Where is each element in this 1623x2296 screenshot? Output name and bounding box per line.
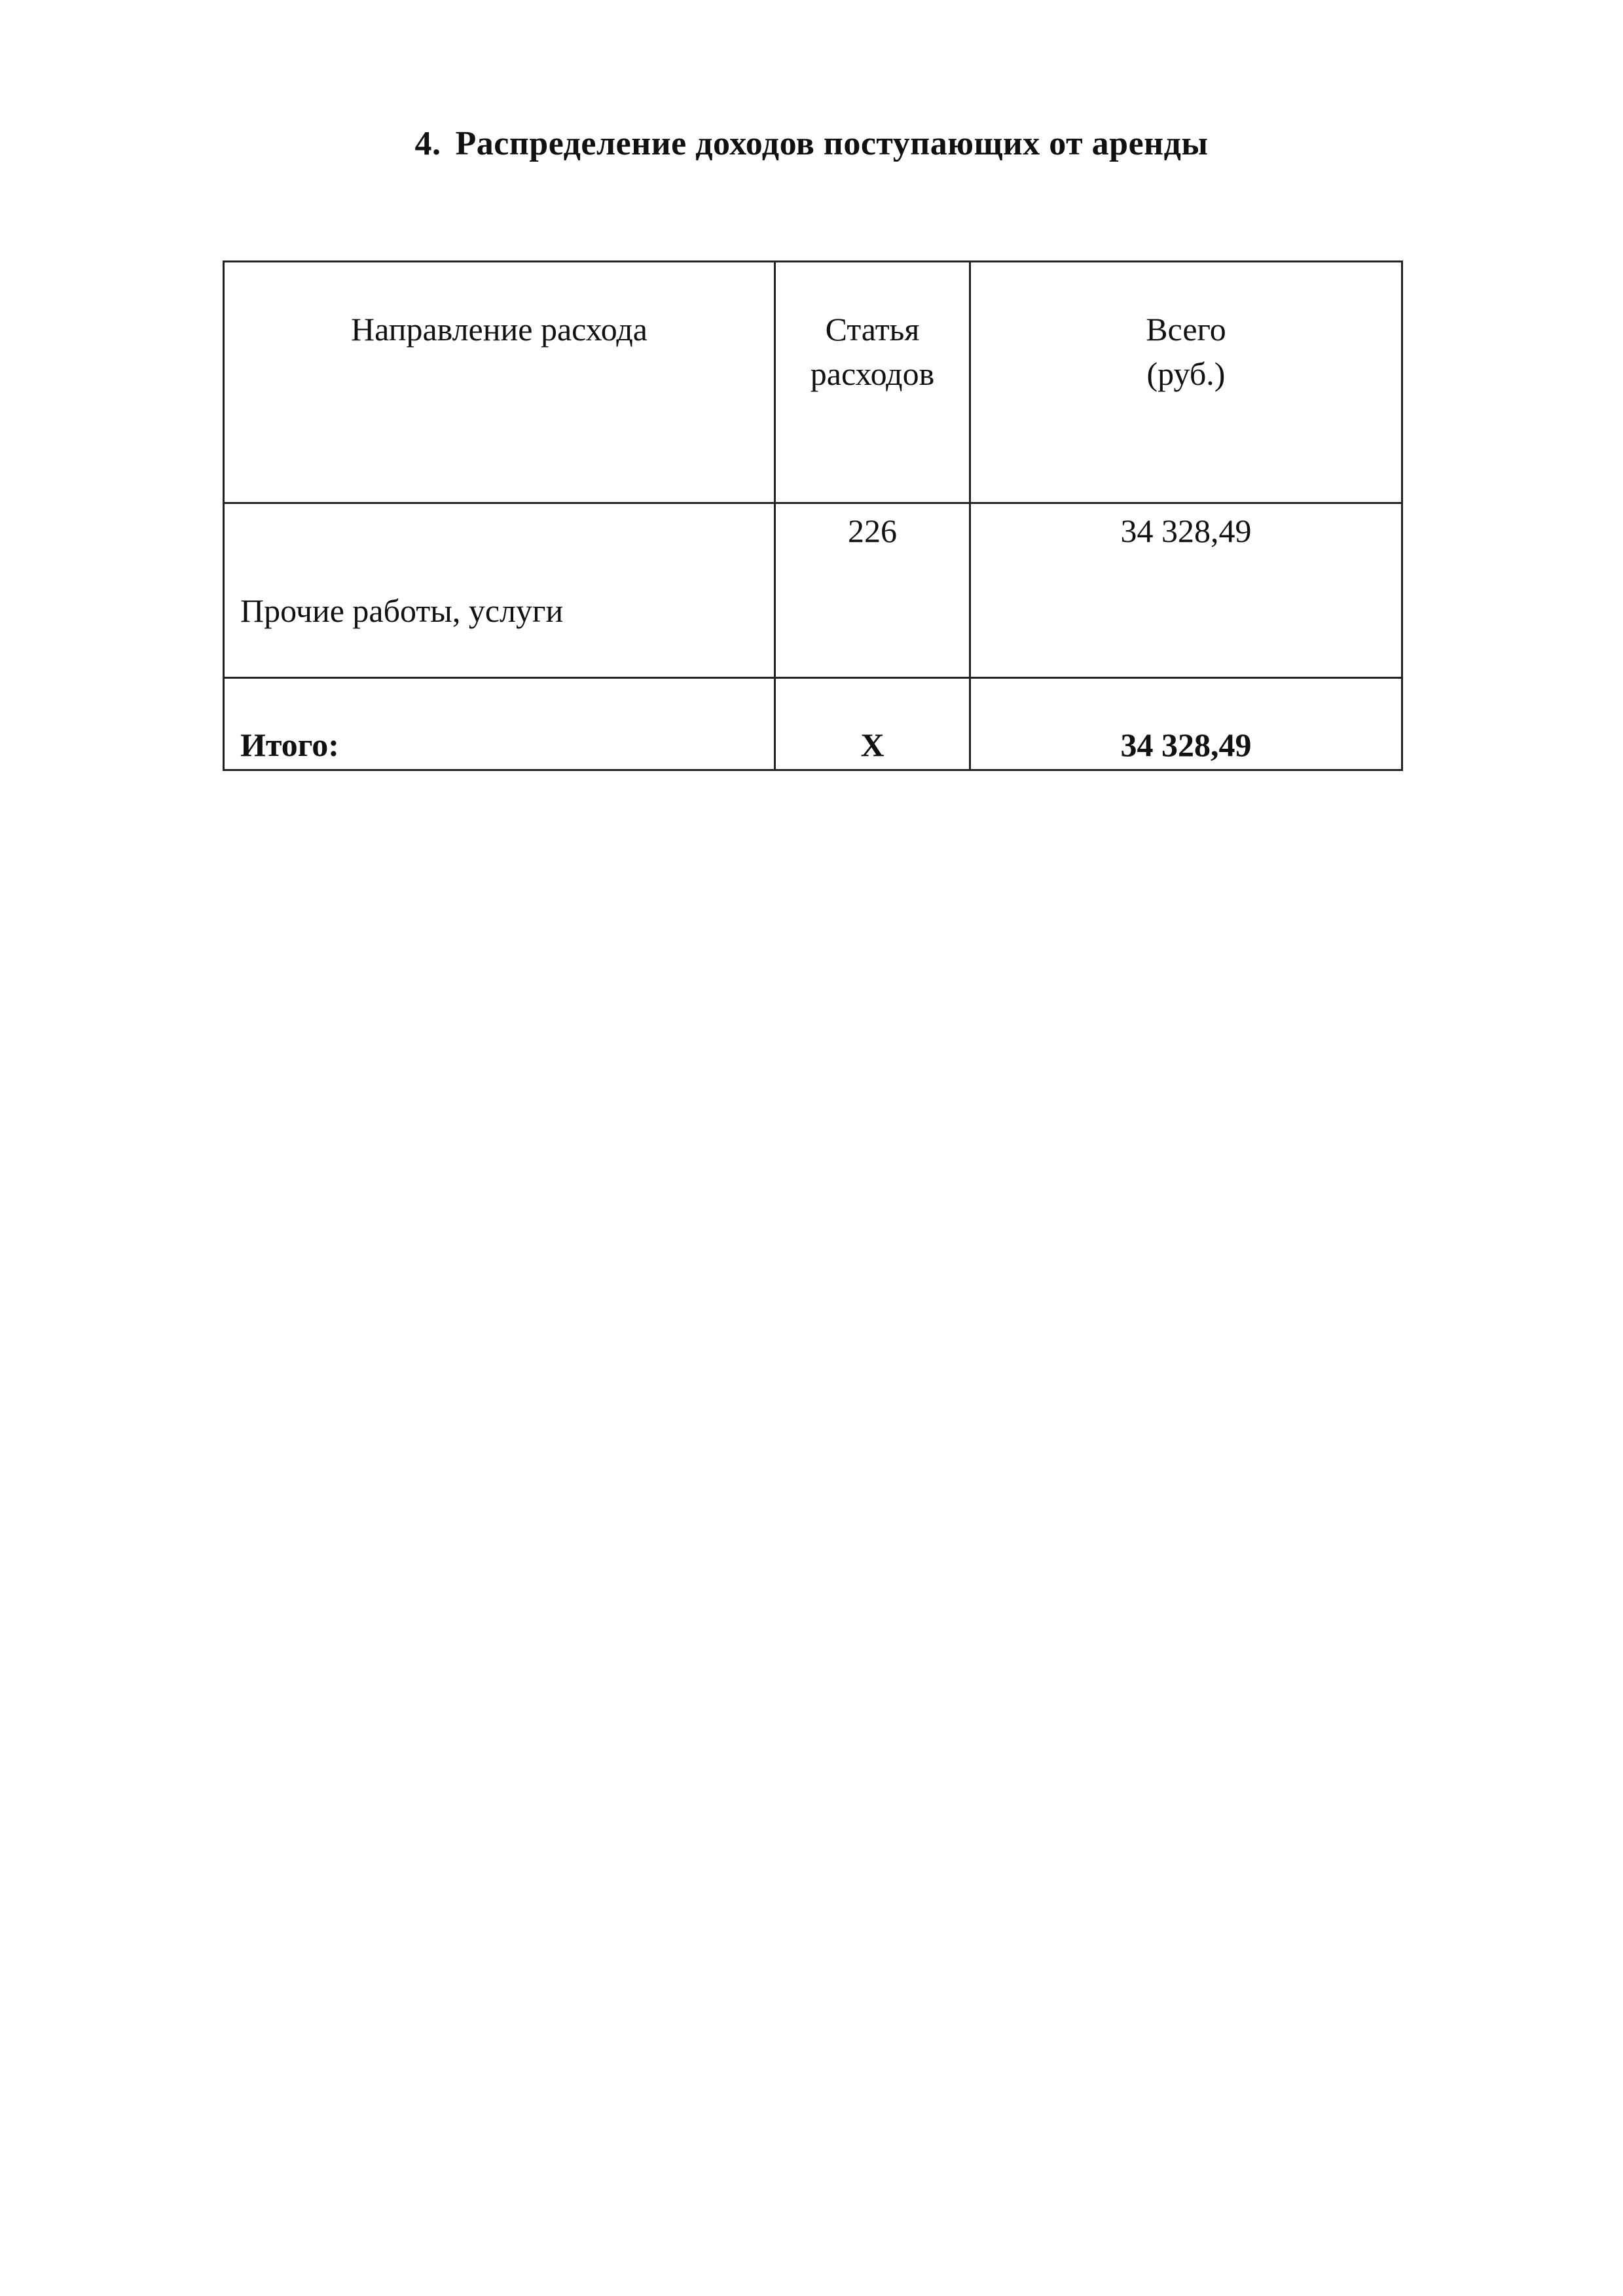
column-header-direction: Направление расхода: [224, 262, 775, 503]
table-total-row: [224, 678, 1402, 770]
table-row: [224, 503, 1402, 678]
cell-direction: Прочие работы, услуги: [224, 503, 775, 678]
table-header-row: [224, 262, 1402, 503]
section-number: 4.: [414, 125, 441, 162]
cell-article: 226: [775, 503, 970, 678]
total-sum: 34 328,49: [970, 678, 1402, 770]
column-header-total: Всего (руб.): [970, 262, 1402, 503]
page-title: [0, 124, 1623, 163]
total-label: Итого:: [224, 678, 775, 770]
income-distribution-table: [223, 260, 1403, 771]
column-header-article: Статья расходов: [775, 262, 970, 503]
cell-total: 34 328,49: [970, 503, 1402, 678]
section-title-text: Распределение доходов поступающих от аренды: [455, 125, 1209, 162]
total-article: Х: [775, 678, 970, 770]
